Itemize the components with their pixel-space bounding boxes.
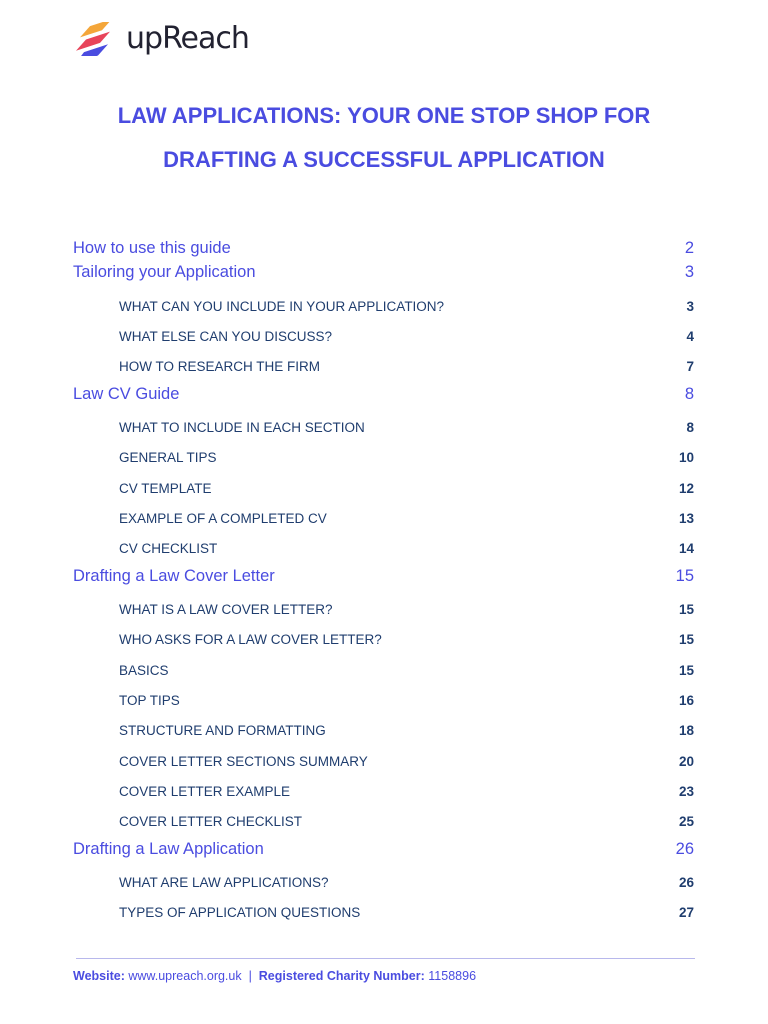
toc-entry-page-number: 16	[678, 692, 694, 708]
toc-subsection-entry[interactable]	[73, 898, 694, 928]
toc-entry-page-number: 15	[678, 662, 694, 678]
toc-subsection-entry[interactable]	[73, 625, 694, 655]
website-label: Website:	[73, 969, 125, 983]
upreach-logo-text: upReach	[126, 21, 249, 56]
toc-entry-label: COVER LETTER EXAMPLE	[119, 783, 291, 799]
footer-divider	[76, 958, 695, 959]
toc-entry-label: GENERAL TIPS	[119, 450, 217, 466]
toc-entry-page-number: 15	[678, 602, 694, 618]
toc-entry-page-number: 18	[678, 723, 694, 739]
toc-entry-label: STRUCTURE AND FORMATTING	[119, 723, 326, 739]
toc-section-entry[interactable]	[73, 837, 694, 862]
charity-number: 1158896	[428, 969, 477, 983]
toc-entry-label: COVER LETTER SECTIONS SUMMARY	[119, 753, 368, 769]
toc-section-entry[interactable]	[73, 236, 694, 261]
toc-entry-page-number: 12	[678, 480, 694, 496]
toc-entry-page-number: 27	[678, 905, 694, 921]
toc-section-entry[interactable]	[73, 564, 694, 589]
toc-entry-page-number: 4	[686, 328, 694, 344]
upreach-logo-icon	[72, 22, 120, 56]
toc-entry-page-number: 25	[678, 814, 694, 830]
toc-entry-page-number: 13	[678, 510, 694, 526]
toc-entry-page-number: 20	[678, 753, 694, 769]
toc-entry-label: WHAT ELSE CAN YOU DISCUSS?	[119, 328, 333, 344]
toc-entry-label: BASICS	[119, 662, 169, 678]
toc-entry-label: TYPES OF APPLICATION QUESTIONS	[119, 905, 361, 921]
toc-entry-page-number: 7	[686, 359, 694, 375]
website-link[interactable]: www.upreach.org.uk	[128, 969, 242, 983]
toc-entry-page-number: 26	[675, 839, 694, 858]
title-line-2: DRAFTING A SUCCESSFUL APPLICATION	[163, 147, 605, 172]
toc-entry-label: WHAT IS A LAW COVER LETTER?	[119, 602, 333, 618]
toc-entry-page-number: 2	[684, 238, 694, 257]
toc-entry-label: Law CV Guide	[73, 384, 180, 403]
document-title	[0, 94, 768, 182]
toc-entry-label: COVER LETTER CHECKLIST	[119, 814, 303, 830]
toc-subsection-entry[interactable]	[73, 503, 694, 533]
toc-subsection-entry[interactable]	[73, 412, 694, 442]
toc-subsection-entry[interactable]	[73, 594, 694, 624]
toc-entry-label: HOW TO RESEARCH THE FIRM	[119, 359, 321, 375]
toc-subsection-entry[interactable]	[73, 473, 694, 503]
toc-subsection-entry[interactable]	[73, 776, 694, 806]
title-line-1: LAW APPLICATIONS: YOUR ONE STOP SHOP FOR	[117, 103, 651, 128]
table-of-contents	[73, 236, 694, 928]
toc-subsection-entry[interactable]	[73, 321, 694, 351]
charity-label: Registered Charity Number:	[258, 969, 425, 983]
toc-entry-page-number: 10	[678, 450, 694, 466]
toc-subsection-entry[interactable]	[73, 867, 694, 897]
toc-entry-page-number: 14	[678, 541, 694, 557]
toc-subsection-entry[interactable]	[73, 534, 694, 564]
toc-entry-label: Drafting a Law Cover Letter	[73, 566, 275, 585]
upreach-logo	[72, 20, 249, 58]
toc-entry-label: WHAT TO INCLUDE IN EACH SECTION	[119, 420, 365, 436]
toc-entry-page-number: 3	[684, 263, 694, 282]
toc-entry-label: How to use this guide	[73, 238, 231, 257]
toc-entry-label: CV TEMPLATE	[119, 480, 212, 496]
toc-subsection-entry[interactable]	[73, 655, 694, 685]
footer-separator: |	[248, 969, 252, 983]
toc-subsection-entry[interactable]	[73, 291, 694, 321]
toc-subsection-entry[interactable]	[73, 685, 694, 715]
toc-subsection-entry[interactable]	[73, 746, 694, 776]
toc-section-entry[interactable]	[73, 261, 694, 286]
toc-subsection-entry[interactable]	[73, 443, 694, 473]
toc-subsection-entry[interactable]	[73, 352, 694, 382]
toc-entry-page-number: 8	[684, 384, 694, 403]
toc-entry-page-number: 8	[686, 420, 694, 436]
toc-entry-page-number: 15	[675, 566, 694, 585]
toc-entry-label: Drafting a Law Application	[73, 839, 264, 858]
footer	[73, 969, 476, 983]
toc-entry-label: Tailoring your Application	[73, 263, 256, 282]
toc-entry-page-number: 15	[678, 632, 694, 648]
toc-entry-label: WHO ASKS FOR A LAW COVER LETTER?	[119, 632, 382, 648]
toc-entry-label: CV CHECKLIST	[119, 541, 218, 557]
toc-section-entry[interactable]	[73, 382, 694, 407]
toc-entry-label: TOP TIPS	[119, 692, 180, 708]
toc-entry-label: WHAT ARE LAW APPLICATIONS?	[119, 874, 329, 890]
toc-entry-label: EXAMPLE OF A COMPLETED CV	[119, 510, 327, 526]
toc-subsection-entry[interactable]	[73, 806, 694, 836]
toc-entry-page-number: 3	[686, 298, 694, 314]
toc-entry-page-number: 26	[678, 874, 694, 890]
toc-entry-label: WHAT CAN YOU INCLUDE IN YOUR APPLICATION?	[119, 298, 445, 314]
toc-entry-page-number: 23	[678, 783, 694, 799]
toc-subsection-entry[interactable]	[73, 716, 694, 746]
